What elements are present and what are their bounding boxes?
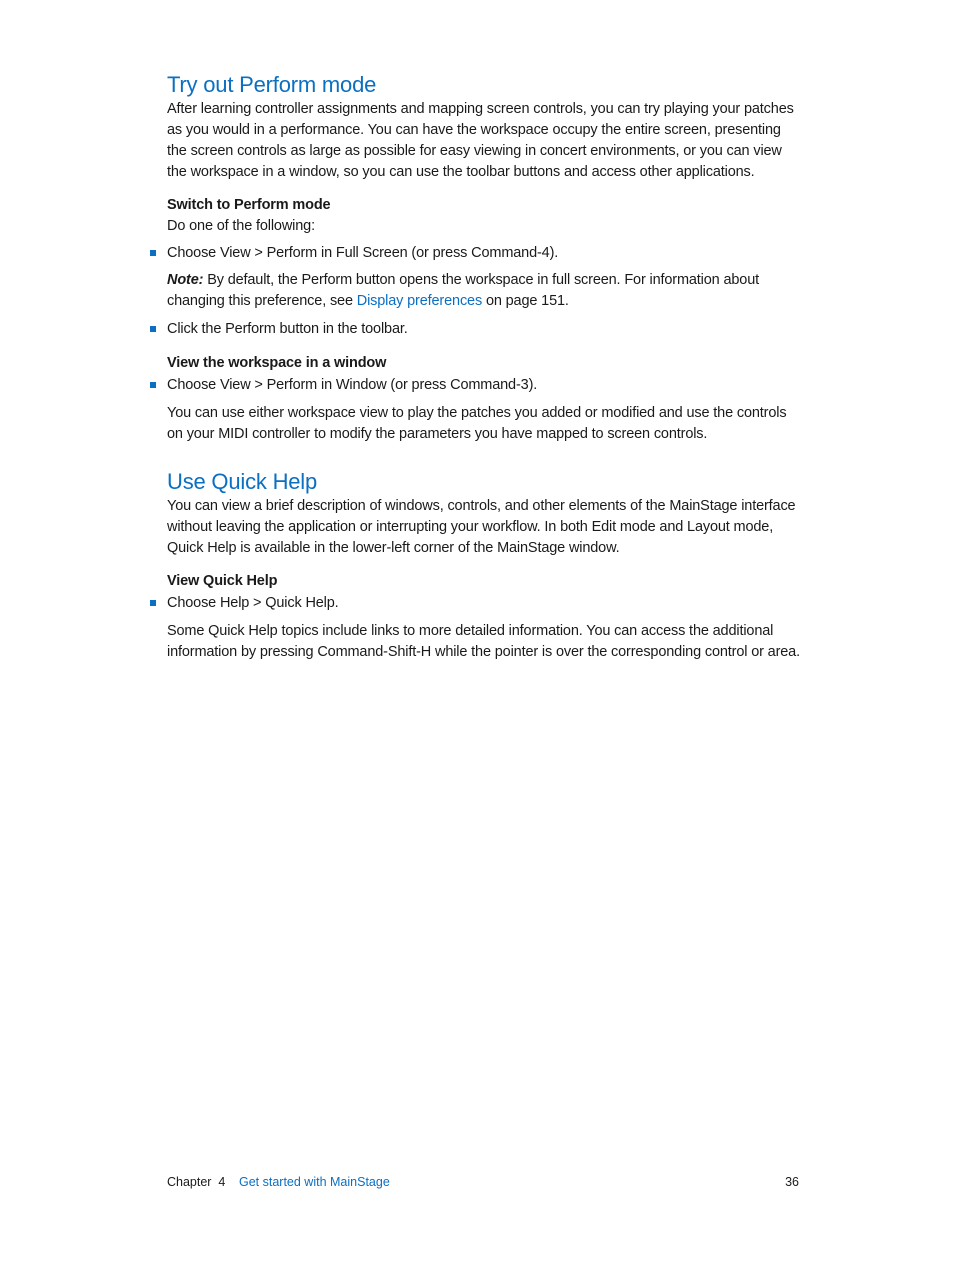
bullet-square-icon [150,326,156,332]
bullet-item [167,243,802,264]
bullet-square-icon [150,600,156,606]
bullet-fullscreen-text: Choose View > Perform in Full Screen (or press Command-4). [167,245,559,261]
fullscreen-note [167,270,802,312]
bullet-window-text: Choose View > Perform in Window (or press Command-3). [167,377,538,393]
page-content [167,72,802,663]
bullet-square-icon [150,250,156,256]
view-window-title: View the workspace in a window [167,355,387,371]
chapter-title-link[interactable]: Get started with MainStage [239,1175,390,1189]
section-heading-quick-help: Use Quick Help [167,469,318,494]
note-text-before: By default, the Perform button opens the workspace in full screen. For information about changing this preference, see [167,272,759,309]
switch-perform-title: Switch to Perform mode [167,197,331,213]
perform-mode-intro: After learning controller assignments and mapping screen controls, you can try playing your patches as you would in a performance. You can have the workspace occupy the entire screen, presenting the screen controls as large as possible for easy viewing in concert environments, or you can view the workspace in a window, so you can use the toolbar buttons and access other applications. [167,101,794,180]
bullet-square-icon [150,382,156,388]
page-footer [167,1172,799,1192]
chapter-label: Chapter 4 [167,1175,226,1189]
page-number: 36 [785,1175,799,1189]
bullet-toolbar-text: Click the Perform button in the toolbar. [167,321,408,337]
quick-help-intro: You can view a brief description of windows, controls, and other elements of the MainStage interface without leaving the application or interrupting your workflow. In both Edit mode and Layout mode, Quick Help is available in the lower-left corner of the MainStage window. [167,498,796,556]
quick-help-closing: Some Quick Help topics include links to more detailed information. You can access the additional information by pressing Command-Shift-H while the pointer is over the corresponding control or area. [167,623,800,660]
perform-mode-closing: You can use either workspace view to play the patches you added or modified and use the controls on your MIDI controller to modify the parameters you have mapped to screen controls. [167,405,787,442]
bullet-item [167,593,802,614]
display-preferences-link[interactable]: Display preferences [356,293,483,309]
section-heading-perform-mode: Try out Perform mode [167,72,377,97]
bullet-item [167,375,802,396]
note-label: Note: [167,272,204,288]
bullet-item [167,319,802,340]
switch-perform-intro: Do one of the following: [167,218,315,234]
view-quick-help-title: View Quick Help [167,573,278,589]
note-text-after: on page 151. [482,293,569,309]
bullet-help-text: Choose Help > Quick Help. [167,595,339,611]
